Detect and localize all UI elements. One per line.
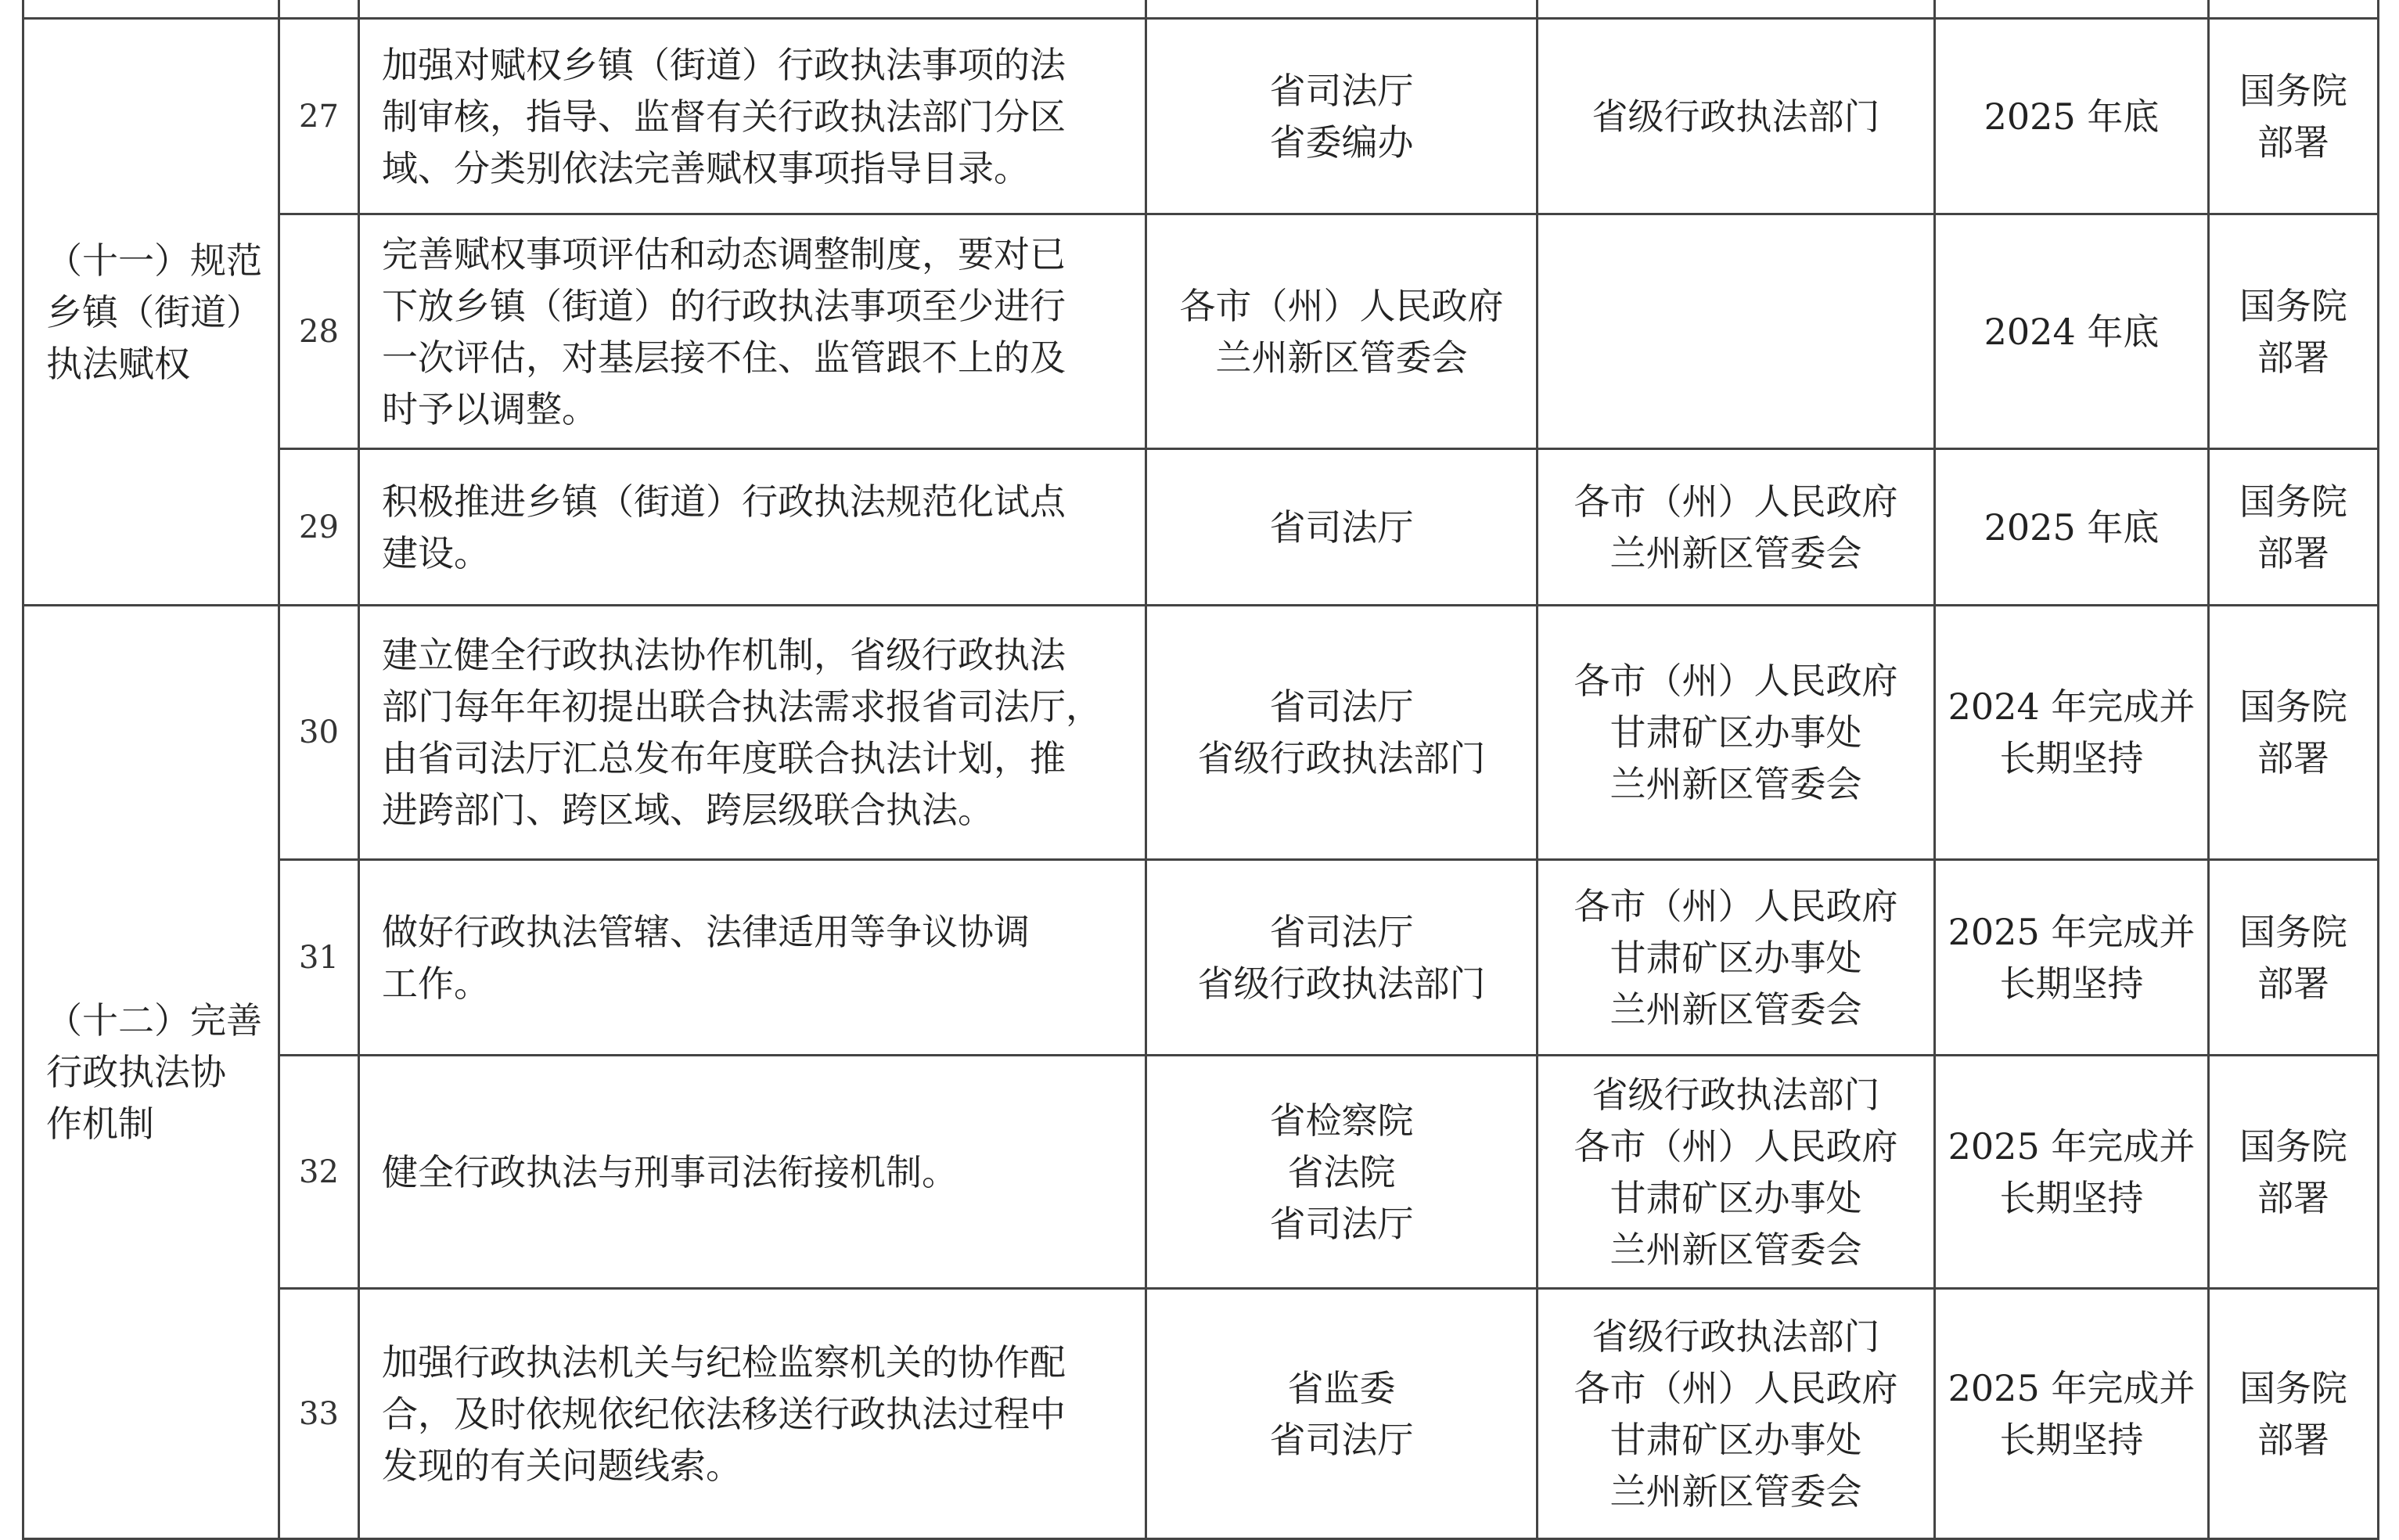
deadline-cell xyxy=(1935,1289,2209,1539)
basis-cell xyxy=(2209,19,2379,214)
responsible-unit-cell xyxy=(1538,449,1935,606)
lead-unit: 省司法厅 xyxy=(1269,910,1414,953)
basis: 部署 xyxy=(2257,1418,2329,1461)
responsible-unit: 兰州新区管委会 xyxy=(1610,763,1862,805)
table-row-previous xyxy=(23,0,2379,19)
task-line: 时予以调整。 xyxy=(382,387,598,430)
task-cell xyxy=(359,449,1146,606)
table-row xyxy=(23,860,2379,1056)
task-line: 完善赋权事项评估和动态调整制度，要对已 xyxy=(382,232,1066,275)
lead-unit: 各市（州）人民政府 xyxy=(1179,284,1504,327)
cell-empty xyxy=(1146,0,1538,19)
deadline-cell xyxy=(1935,1056,2209,1289)
lead-unit: 省司法厅 xyxy=(1269,506,1414,549)
row-number: 31 xyxy=(279,860,359,1056)
responsible-unit: 各市（州）人民政府 xyxy=(1574,480,1898,523)
category-cell xyxy=(23,19,279,606)
table-row xyxy=(23,606,2379,860)
task-line: 健全行政执法与刑事司法衔接机制。 xyxy=(382,1150,958,1193)
deadline: 长期坚持 xyxy=(1999,962,2144,1005)
basis: 国务院 xyxy=(2239,284,2347,327)
task-line: 由省司法厅汇总发布年度联合执法计划，推 xyxy=(382,737,1066,779)
responsible-unit: 省级行政执法部门 xyxy=(1592,95,1880,138)
responsible-unit: 兰州新区管委会 xyxy=(1610,988,1862,1031)
task-line: 下放乡镇（街道）的行政执法事项至少进行 xyxy=(382,284,1066,327)
task-line: 积极推进乡镇（街道）行政执法规范化试点 xyxy=(382,480,1066,523)
basis-cell xyxy=(2209,1289,2379,1539)
deadline-cell xyxy=(1935,606,2209,860)
category-line: （十二）完善 xyxy=(46,999,262,1042)
deadline-cell xyxy=(1935,449,2209,606)
basis: 部署 xyxy=(2257,737,2329,779)
category-line: 作机制 xyxy=(46,1103,154,1145)
responsible-unit: 各市（州）人民政府 xyxy=(1574,1366,1898,1409)
basis-cell xyxy=(2209,449,2379,606)
task-line: 做好行政执法管辖、法律适用等争议协调 xyxy=(382,910,1030,953)
lead-unit: 省检察院 xyxy=(1269,1099,1414,1142)
deadline-cell xyxy=(1935,214,2209,449)
task-line: 工作。 xyxy=(382,962,490,1005)
basis: 国务院 xyxy=(2239,69,2347,112)
task-line: 域、分类别依法完善赋权事项指导目录。 xyxy=(382,146,1030,189)
basis-cell xyxy=(2209,606,2379,860)
row-number: 33 xyxy=(279,1289,359,1539)
responsible-unit-cell xyxy=(1538,1289,1935,1539)
responsible-unit: 各市（州）人民政府 xyxy=(1574,1124,1898,1168)
cell-empty xyxy=(279,0,359,19)
row-number: 28 xyxy=(279,214,359,449)
deadline: 长期坚持 xyxy=(1999,1176,2144,1219)
basis-cell xyxy=(2209,860,2379,1056)
row-number: 27 xyxy=(279,19,359,214)
responsible-unit-cell xyxy=(1538,19,1935,214)
task-cell xyxy=(359,606,1146,860)
deadline-cell xyxy=(1935,860,2209,1056)
task-line: 合，及时依规依纪依法移送行政执法过程中 xyxy=(382,1392,1066,1435)
lead-unit: 省司法厅 xyxy=(1269,1418,1414,1461)
basis: 国务院 xyxy=(2239,480,2347,523)
task-line: 建设。 xyxy=(382,531,490,574)
task-line: 部门每年年初提出联合执法需求报省司法厅， xyxy=(382,685,1102,728)
deadline: 2024 年完成并 xyxy=(1948,685,2196,728)
lead-unit: 省级行政执法部门 xyxy=(1197,737,1486,779)
responsible-unit-cell xyxy=(1538,606,1935,860)
cell-empty xyxy=(23,0,279,19)
table-row xyxy=(23,1289,2379,1539)
task-line: 制审核，指导、监督有关行政执法部门分区 xyxy=(382,95,1066,138)
responsible-unit: 各市（州）人民政府 xyxy=(1574,660,1898,702)
basis: 国务院 xyxy=(2239,1366,2347,1409)
lead-unit: 省司法厅 xyxy=(1269,1202,1414,1245)
lead-unit: 省级行政执法部门 xyxy=(1197,962,1486,1005)
responsible-unit: 兰州新区管委会 xyxy=(1610,531,1862,574)
lead-unit-cell xyxy=(1146,19,1538,214)
row-number: 30 xyxy=(279,606,359,860)
category-line: （十一）规范 xyxy=(46,239,262,282)
deadline: 2025 年底 xyxy=(1984,506,2160,549)
basis: 国务院 xyxy=(2239,1124,2347,1168)
lead-unit-cell xyxy=(1146,606,1538,860)
deadline: 2025 年完成并 xyxy=(1948,1366,2196,1409)
deadline: 长期坚持 xyxy=(1999,1418,2144,1461)
lead-unit: 省监委 xyxy=(1287,1366,1396,1409)
lead-unit-cell xyxy=(1146,449,1538,606)
task-line: 加强行政执法机关与纪检监察机关的协作配 xyxy=(382,1340,1066,1383)
basis: 部署 xyxy=(2257,531,2329,574)
task-line: 发现的有关问题线索。 xyxy=(382,1444,742,1487)
basis: 部署 xyxy=(2257,1176,2329,1219)
basis: 国务院 xyxy=(2239,910,2347,953)
lead-unit: 兰州新区管委会 xyxy=(1215,336,1468,379)
cell-empty xyxy=(1935,0,2209,19)
deadline: 2025 年底 xyxy=(1984,95,2160,138)
task-cell xyxy=(359,214,1146,449)
category-line: 乡镇（街道） xyxy=(46,290,262,333)
lead-unit-cell xyxy=(1146,214,1538,449)
category-line: 执法赋权 xyxy=(46,342,190,385)
cell-empty xyxy=(359,0,1146,19)
deadline-cell xyxy=(1935,19,2209,214)
responsible-unit-cell xyxy=(1538,214,1935,449)
responsible-unit-cell xyxy=(1538,860,1935,1056)
deadline: 2024 年底 xyxy=(1984,310,2160,353)
lead-unit: 省委编办 xyxy=(1269,121,1414,164)
task-cell xyxy=(359,1056,1146,1289)
responsible-unit: 甘肃矿区办事处 xyxy=(1610,1418,1862,1461)
table-row xyxy=(23,449,2379,606)
lead-unit-cell xyxy=(1146,860,1538,1056)
row-number: 32 xyxy=(279,1056,359,1289)
task-cell xyxy=(359,1289,1146,1539)
basis: 部署 xyxy=(2257,336,2329,379)
task-line: 进跨部门、跨区域、跨层级联合执法。 xyxy=(382,789,994,831)
task-line: 一次评估，对基层接不住、监管跟不上的及 xyxy=(382,336,1066,379)
responsible-unit: 兰州新区管委会 xyxy=(1610,1228,1862,1271)
task-line: 建立健全行政执法协作机制，省级行政执法 xyxy=(382,634,1066,676)
responsible-unit: 各市（州）人民政府 xyxy=(1574,884,1898,927)
basis-cell xyxy=(2209,214,2379,449)
deadline: 长期坚持 xyxy=(1999,737,2144,779)
table-row xyxy=(23,19,2379,214)
responsible-unit: 甘肃矿区办事处 xyxy=(1610,711,1862,754)
category-cell xyxy=(23,606,279,1539)
deadline: 2025 年完成并 xyxy=(1948,1124,2196,1168)
responsible-unit: 甘肃矿区办事处 xyxy=(1610,1176,1862,1219)
task-line: 加强对赋权乡镇（街道）行政执法事项的法 xyxy=(382,43,1066,86)
basis: 部署 xyxy=(2257,121,2329,164)
responsible-unit-cell xyxy=(1538,1056,1935,1289)
task-table xyxy=(22,0,2379,1540)
cell-empty xyxy=(2209,0,2379,19)
task-cell xyxy=(359,19,1146,214)
responsible-unit: 省级行政执法部门 xyxy=(1592,1315,1880,1358)
cell-empty xyxy=(1538,0,1935,19)
lead-unit: 省法院 xyxy=(1287,1150,1396,1193)
lead-unit: 省司法厅 xyxy=(1269,69,1414,112)
responsible-unit: 兰州新区管委会 xyxy=(1610,1470,1862,1513)
basis: 国务院 xyxy=(2239,685,2347,728)
responsible-unit: 甘肃矿区办事处 xyxy=(1610,936,1862,979)
lead-unit: 省司法厅 xyxy=(1269,685,1414,728)
table-row xyxy=(23,214,2379,449)
task-cell xyxy=(359,860,1146,1056)
basis: 部署 xyxy=(2257,962,2329,1005)
deadline: 2025 年完成并 xyxy=(1948,910,2196,953)
row-number: 29 xyxy=(279,449,359,606)
responsible-unit: 省级行政执法部门 xyxy=(1592,1073,1880,1116)
table-row xyxy=(23,1056,2379,1289)
lead-unit-cell xyxy=(1146,1056,1538,1289)
lead-unit-cell xyxy=(1146,1289,1538,1539)
category-line: 行政执法协 xyxy=(46,1051,226,1093)
basis-cell xyxy=(2209,1056,2379,1289)
